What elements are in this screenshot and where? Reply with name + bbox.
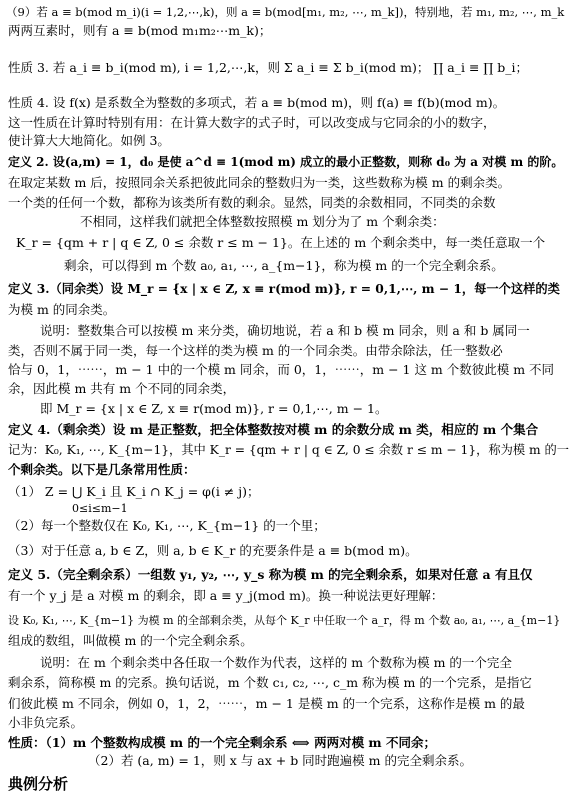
text-line: 们彼此模 m 不同余，例如 0，1，2，⋯⋯，m − 1 是模 m 的一个完系，这称作是模 m 的最 <box>8 696 525 711</box>
text-line: （9）若 a ≡ b(mod m_i)(i = 1,2,⋯,k)，则 a ≡ b(mod[m₁, m₂, ⋯, m_k])，特别地，若 m₁, m₂, ⋯, m_k <box>6 5 565 19</box>
text-line: 性质 3. 若 a_i ≡ b_i(mod m), i = 1,2,⋯,k，则 Σ a_i ≡ Σ b_i(mod m)； ∏ a_i ≡ ∏ b_i； <box>8 60 529 75</box>
text-line: 组成的数组，叫做模 m 的一个完全剩余系。 <box>8 633 253 648</box>
text-line: 不相同，这样我们就把全体整数按照模 m 划分为了 m 个剩余类： <box>80 214 445 229</box>
text-line: 有一个 y_j 是 a 对模 m 的剩余，即 a ≡ y_j(mod m)。换一种说法更好理解： <box>8 588 444 603</box>
note-line: 说明：在 m 个剩余类中各任取一个数作为代表，这样的 m 个数称为模 m 的一个完全 <box>40 655 512 670</box>
text-line: 小非负完系。 <box>8 715 84 730</box>
text-line: 在取定某数 m 后，按照同余关系把彼此同余的整数归为一类，这些数称为模 m 的剩余类。 <box>8 175 511 190</box>
text-line: 个剩余类。以下是几条常用性质： <box>8 462 196 477</box>
section-heading: 典例分析 <box>8 775 69 793</box>
definition-heading: 定义 3.（同余类）设 M_r = {x | x ∈ Z, x ≡ r(mod m)}, r = 0,1,⋯, m − 1，每一个这样的类 <box>8 281 560 296</box>
property-line: （2）每一个整数仅在 K₀, K₁, ⋯, K_{m−1} 的一个里； <box>8 518 326 533</box>
definition-heading: 定义 2. 设(a,m) = 1，d₀ 是使 a^d ≡ 1(mod m) 成立的最小正整数，则称 d₀ 为 a 对模 m 的阶。 <box>8 155 564 169</box>
text-line: 使计算大大地简化。如例 3。 <box>8 133 170 148</box>
text-line: 剩余系，简称模 m 的完系。换句话说，m 个数 c₁, c₂, ⋯, c_m 称为模 m 的一个完系，是指它 <box>8 675 532 690</box>
formula-line: K_r = {qm + r | q ∈ Z, 0 ≤ 余数 r ≤ m − 1}。在上述的 m 个剩余类中，每一类任意取一个 <box>16 235 546 250</box>
text-line: 余，因此模 m 共有 m 个不同的同余类， <box>8 381 236 396</box>
text-line: 性质 4. 设 f(x) 是系数全为整数的多项式，若 a ≡ b(mod m)，则 f(a) ≡ f(b)(mod m)。 <box>8 95 506 110</box>
text-line: 设 K₀, K₁, ⋯, K_{m−1} 为模 m 的全部剩余类，从每个 K_r 中任取一个 a_r，得 m 个数 a₀, a₁, ⋯, a_{m−1} <box>8 614 561 627</box>
text-line: 恰与 0，1，⋯⋯，m − 1 中的一个模 m 同余，而 0，1，⋯⋯，m − 1 这 m 个数彼此模 m 不同 <box>8 362 555 377</box>
union-index-label: 0≤i≤m−1 <box>72 502 128 515</box>
text-line: 剩余，可以得到 m 个数 a₀, a₁, ⋯, a_{m−1}，称为模 m 的一个完全剩余系。 <box>64 258 504 273</box>
text-line: 为模 m 的同余类。 <box>8 302 116 317</box>
text-line: 一个类的任何一个数，都称为该类所有数的剩余。显然，同类的余数相同，不同类的余数 <box>8 195 496 210</box>
note-line: 说明：整数集合可以按模 m 来分类，确切地说，若 a 和 b 模 m 同余，则 a 和 b 属同一 <box>40 323 530 338</box>
text-line: 记为：K₀, K₁, ⋯, K_{m−1}，其中 K_r = {qm + r | q ∈ Z, 0 ≤ 余数 r ≤ m − 1}，称为模 m 的一 <box>8 443 570 457</box>
property-line: （1） Z = ⋃ K_i 且 K_i ∩ K_j = φ(i ≠ j)； <box>8 484 260 499</box>
property-heading: 性质：（1）m 个整数构成模 m 的一个完全剩余系 ⟺ 两两对模 m 不同余； <box>8 735 437 750</box>
definition-heading: 定义 5.（完全剩余系）一组数 y₁, y₂, ⋯, y_s 称为模 m 的完全剩余系，如果对任意 a 有且仅 <box>8 567 533 582</box>
formula-line: 即 M_r = {x | x ∈ Z, x ≡ r(mod m)}, r = 0,1,⋯, m − 1。 <box>40 401 388 416</box>
property-line: （3）对于任意 a, b ∈ Z，则 a, b ∈ K_r 的充要条件是 a ≡ b(mod m)。 <box>8 543 418 558</box>
text-line: 两两互素时，则有 a ≡ b(mod m₁m₂⋯m_k)； <box>8 23 272 38</box>
text-line: 这一性质在计算时特别有用：在计算大数字的式子时，可以改变成与它同余的小的数字， <box>8 115 496 130</box>
property-line: （2）若 (a, m) = 1，则 x 与 ax + b 同时跑遍模 m 的完全剩余系。 <box>88 753 472 768</box>
text-line: 类，否则不属于同一类，每一个这样的类为模 m 的一个同余类。由带余除法，任一整数必 <box>8 343 503 358</box>
definition-heading: 定义 4.（剩余类）设 m 是正整数，把全体整数按对模 m 的余数分成 m 类，相应的 m 个集合 <box>8 422 539 437</box>
